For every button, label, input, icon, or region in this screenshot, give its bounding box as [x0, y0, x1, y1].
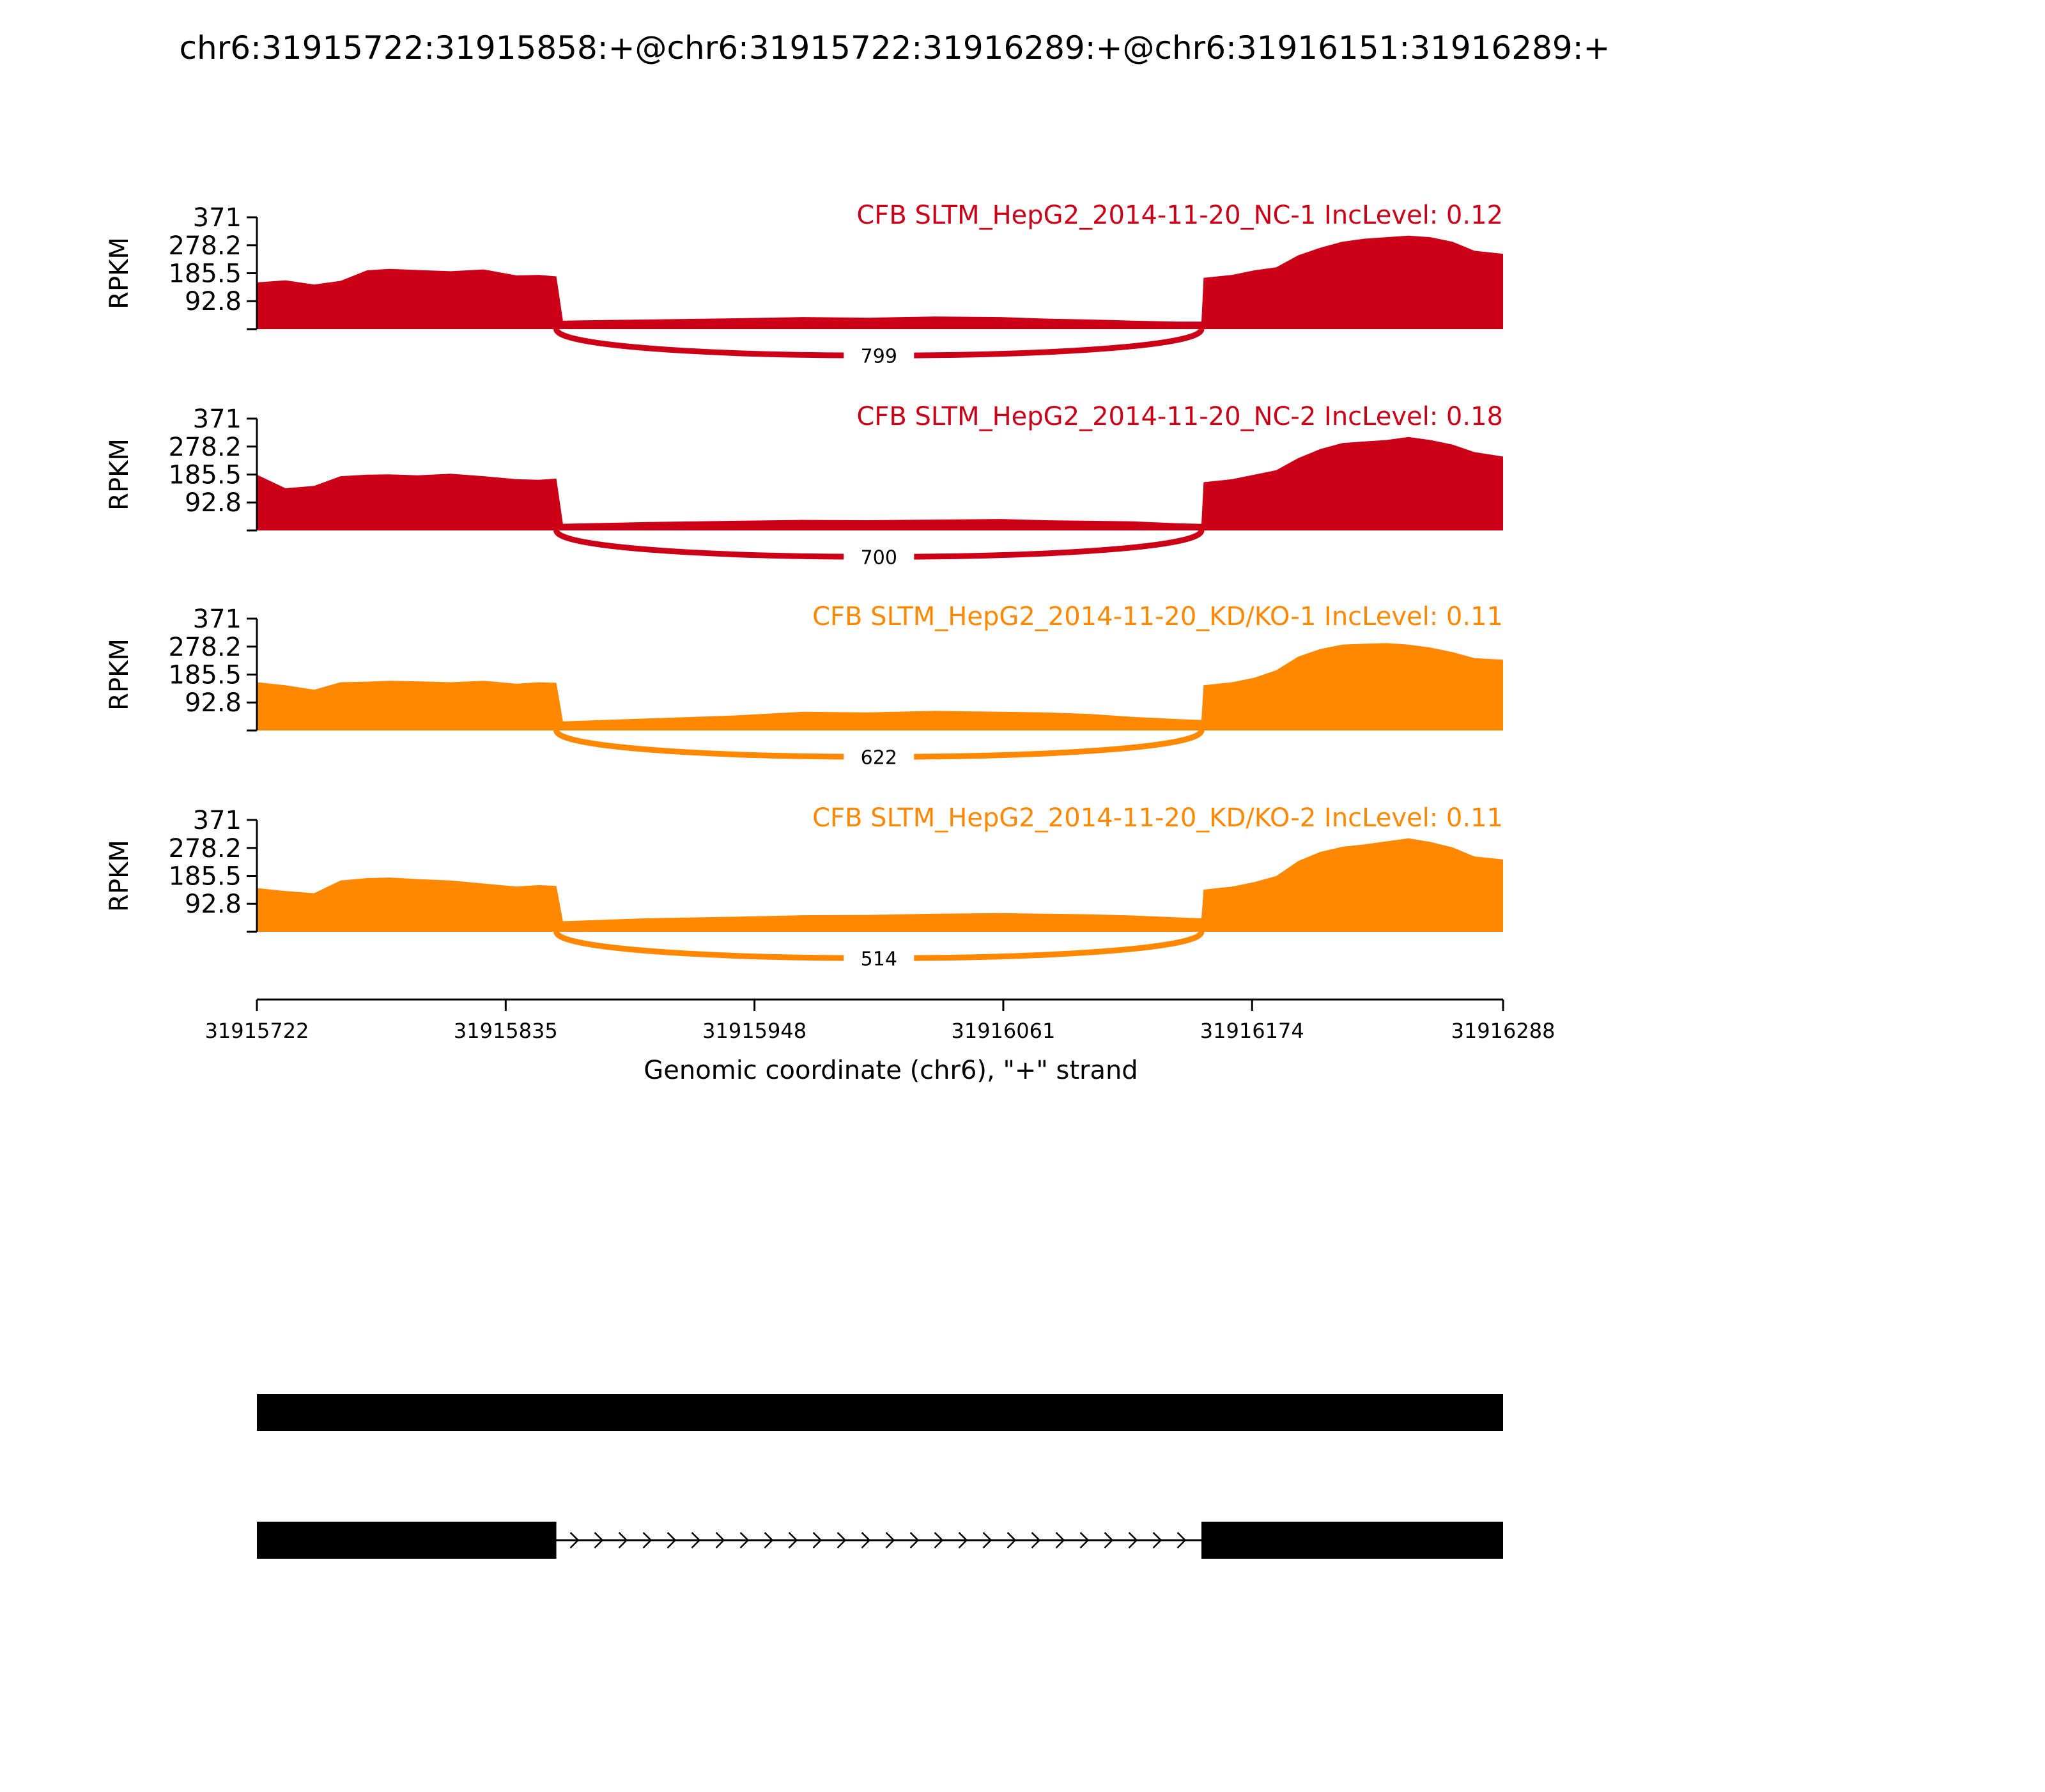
sample-label-2: CFB SLTM_HepG2_2014-11-20_NC-2 IncLevel: 0.18: [856, 402, 1503, 431]
x-tick-label: 31916061: [951, 1019, 1056, 1043]
coverage-area-3: [257, 643, 1503, 730]
y-tick-label: 371: [192, 203, 242, 233]
y-axis-label-3: RPKM: [105, 638, 134, 711]
y-tick-label: 278.2: [168, 632, 242, 662]
y-tick-label: 185.5: [168, 861, 242, 892]
junction-count-2: 700: [860, 546, 897, 569]
sample-panel-1: [105, 201, 1503, 367]
y-tick-label: 92.8: [184, 890, 242, 920]
isoform-1: [257, 1394, 1503, 1431]
chart-title: chr6:31915722:31915858:+@chr6:31915722:31916289:+@chr6:31916151:31916289:+: [179, 29, 1610, 66]
junction-count-3: 622: [860, 746, 897, 769]
y-tick-label: 371: [192, 405, 242, 434]
y-axis-label-1: RPKM: [105, 237, 134, 309]
x-tick-label: 31916288: [1451, 1019, 1555, 1043]
y-tick-label: 92.8: [184, 488, 242, 518]
x-axis: [205, 1000, 1555, 1043]
y-tick-label: 185.5: [168, 259, 242, 289]
junction-count-1: 799: [860, 345, 897, 368]
coverage-area-4: [257, 838, 1503, 932]
y-axis-label-4: RPKM: [105, 840, 134, 912]
y-tick-label: 278.2: [168, 833, 242, 863]
y-tick-label: 371: [192, 605, 242, 634]
isoform-2: [257, 1522, 1503, 1559]
y-axis-label-2: RPKM: [105, 438, 134, 511]
y-tick-label: 92.8: [184, 688, 242, 718]
exon-block: [257, 1394, 1503, 1431]
sample-panel-3: [105, 602, 1503, 769]
sample-panel-2: [105, 402, 1503, 569]
coverage-area-2: [257, 437, 1503, 530]
exon-block: [1201, 1522, 1503, 1559]
x-axis-label: Genomic coordinate (chr6), "+" strand: [644, 1056, 1138, 1085]
x-tick-label: 31915722: [204, 1019, 309, 1043]
sample-panels: [105, 201, 1503, 970]
gene-model-track: [257, 1394, 1503, 1559]
junction-count-4: 514: [860, 948, 897, 971]
y-tick-label: 185.5: [168, 660, 242, 690]
x-tick-label: 31915835: [453, 1019, 558, 1043]
y-tick-label: 371: [192, 806, 242, 835]
exon-block: [257, 1522, 557, 1559]
y-tick-label: 185.5: [168, 460, 242, 490]
y-tick-label: 278.2: [168, 432, 242, 462]
sample-label-4: CFB SLTM_HepG2_2014-11-20_KD/KO-2 IncLevel: 0.11: [812, 803, 1503, 833]
sample-label-3: CFB SLTM_HepG2_2014-11-20_KD/KO-1 IncLevel: 0.11: [812, 602, 1503, 631]
x-tick-label: 31915948: [702, 1019, 807, 1043]
x-tick-label: 31916174: [1200, 1019, 1304, 1043]
sample-label-1: CFB SLTM_HepG2_2014-11-20_NC-1 IncLevel: 0.12: [856, 201, 1503, 230]
coverage-area-1: [257, 236, 1503, 329]
y-tick-label: 278.2: [168, 231, 242, 261]
y-tick-label: 92.8: [184, 287, 242, 317]
sample-panel-4: [105, 803, 1503, 970]
